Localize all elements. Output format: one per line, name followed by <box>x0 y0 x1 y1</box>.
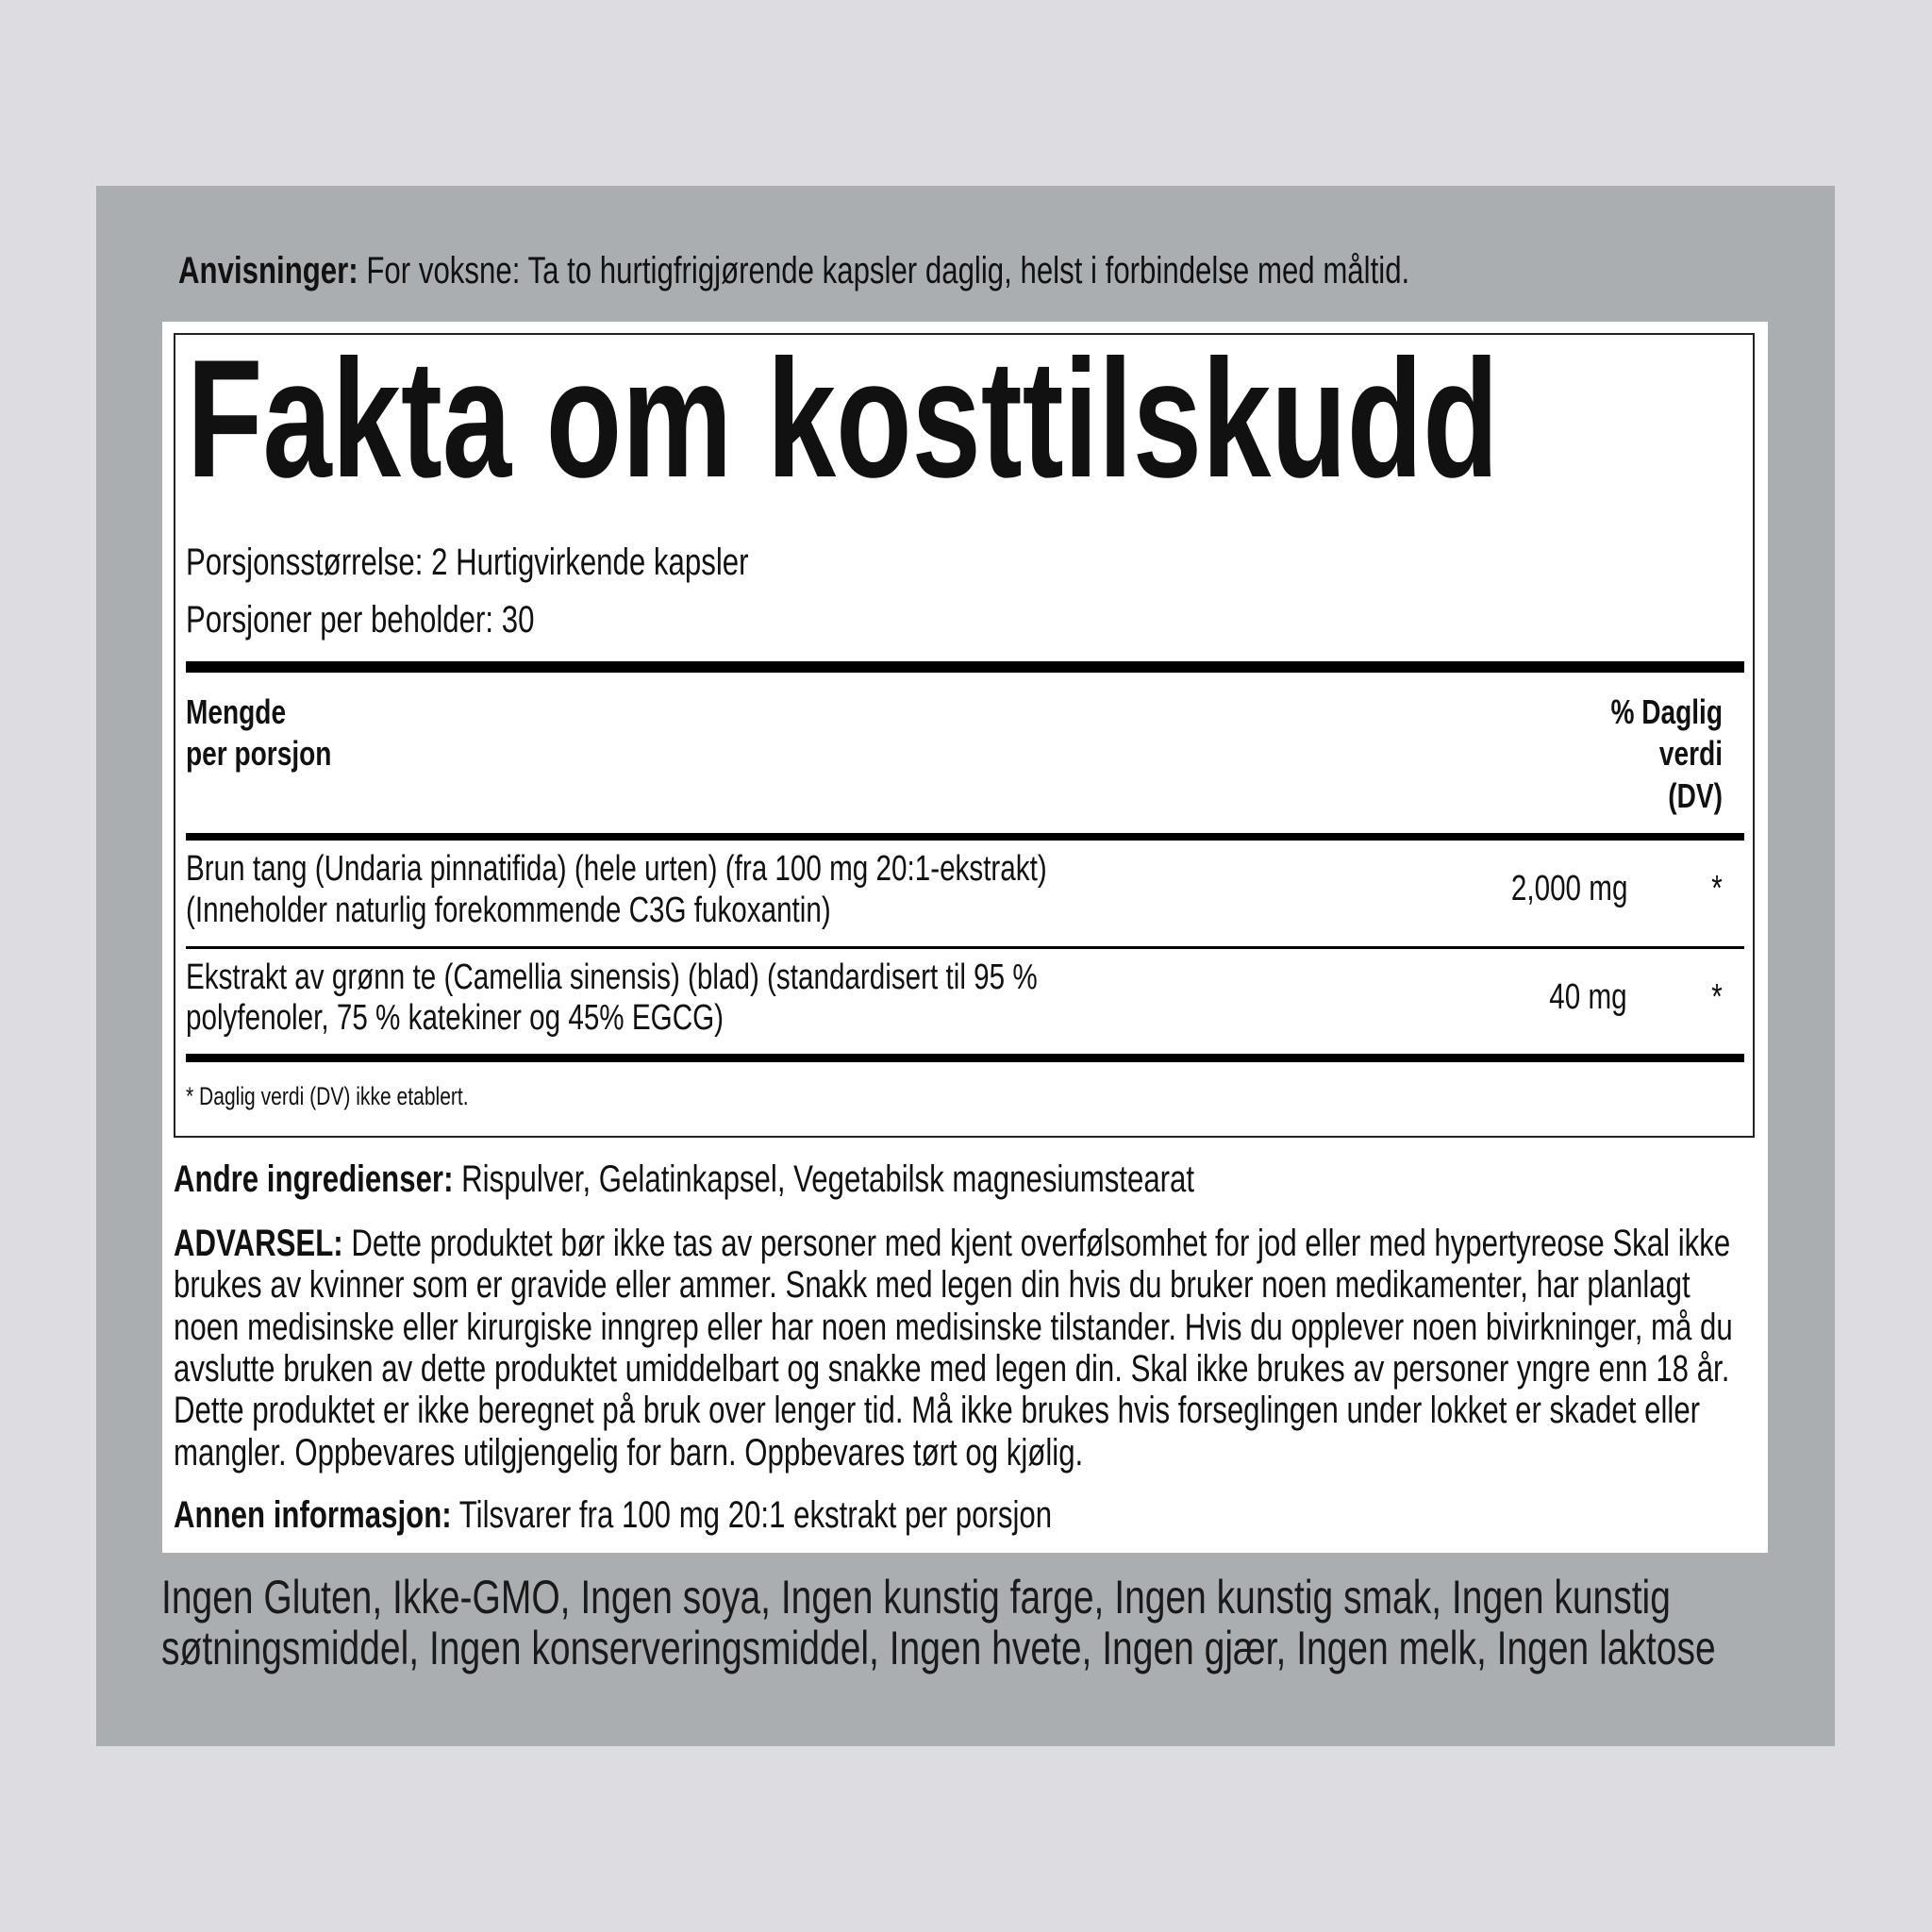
divider-thick <box>186 661 1744 673</box>
directions-text: For voksne: Ta to hurtigfrigjørende kapsler daglig, helst i forbindelse med måltid. <box>366 250 1410 291</box>
warning-line: mangler. Oppbevares utilgjengelig for barn. Oppbevares tørt og kjølig. <box>174 1432 1084 1474</box>
other-info: Annen informasjon: Tilsvarer fra 100 mg 20:1 ekstrakt per porsjon <box>174 1494 1053 1536</box>
footnote: * Daglig verdi (DV) ikke etablert. <box>186 1082 469 1110</box>
ingredient-line: (Inneholder naturlig forekommende C3G fukoxantin) <box>186 891 831 930</box>
ingredient-amount: 2,000 mg <box>1510 869 1627 908</box>
free-from-line: Ingen Gluten, Ikke-GMO, Ingen soya, Ingen kunstig farge, Ingen kunstig smak, Ingen kunstig <box>161 1571 1671 1624</box>
free-from-line: søtningsmiddel, Ingen konserveringsmiddel, Ingen hvete, Ingen gjær, Ingen melk, Ingen laktose <box>161 1622 1716 1674</box>
header-dv-2: verdi <box>1658 734 1723 773</box>
header-dv-3: (DV) <box>1668 776 1723 815</box>
header-amount: Mengde <box>186 692 287 731</box>
servings-per-container: Porsjoner per beholder: 30 <box>186 599 535 641</box>
serving-size: Porsjonsstørrelse: 2 Hurtigvirkende kapsler <box>186 541 749 583</box>
ingredient-line: polyfenoler, 75 % katekiner og 45% EGCG) <box>186 998 724 1038</box>
warning-line: avslutte bruken av dette produktet umiddelbart og snakke med legen din. Skal ikke brukes av personer yngre enn 18 år. <box>174 1348 1730 1390</box>
ingredient-line: Brun tang (Undaria pinnatifida) (hele urten) (fra 100 mg 20:1-ekstrakt) <box>186 849 1047 889</box>
directions-label: Anvisninger: <box>178 250 358 291</box>
divider-thick-bottom <box>186 1054 1744 1062</box>
other-ingredients: Andre ingredienser: Rispulver, Gelatinkapsel, Vegetabilsk magnesiumstearat <box>174 1158 1195 1200</box>
divider-medium <box>186 833 1744 841</box>
facts-title: Fakta om kosttilskudd <box>187 325 1499 512</box>
ingredient-amount: 40 mg <box>1549 977 1627 1017</box>
ingredient-line: Ekstrakt av grønn te (Camellia sinensis) (blad) (standardisert til 95 % <box>186 958 1038 997</box>
warning-line: noen medisinske eller kirurgiske inngrep eller har noen medisinske tilstander. Hvis du opplever noen bivirkninger, må du <box>174 1307 1733 1348</box>
warning-line: brukes av kvinner som er gravide eller ammer. Snakk med legen din hvis du bruker noen medikamenter, har planlagt <box>174 1264 1690 1306</box>
warning-label: ADVARSEL: <box>174 1223 343 1264</box>
directions <box>178 247 1757 294</box>
ingredient-dv: * <box>1711 977 1723 1017</box>
warning-line: Dette produktet bør ikke tas av personer med kjent overfølsomhet for jod eller med hypertyreose Skal ikke <box>351 1223 1731 1264</box>
divider-thin <box>186 946 1744 949</box>
header-dv-1: % Daglig <box>1610 692 1723 731</box>
ingredient-dv: * <box>1711 869 1723 908</box>
header-per-serving: per porsjon <box>186 734 332 773</box>
warning-line: Dette produktet er ikke beregnet på bruk over lenger tid. Må ikke brukes hvis forseglingen under lokket er skadet eller <box>174 1390 1701 1431</box>
